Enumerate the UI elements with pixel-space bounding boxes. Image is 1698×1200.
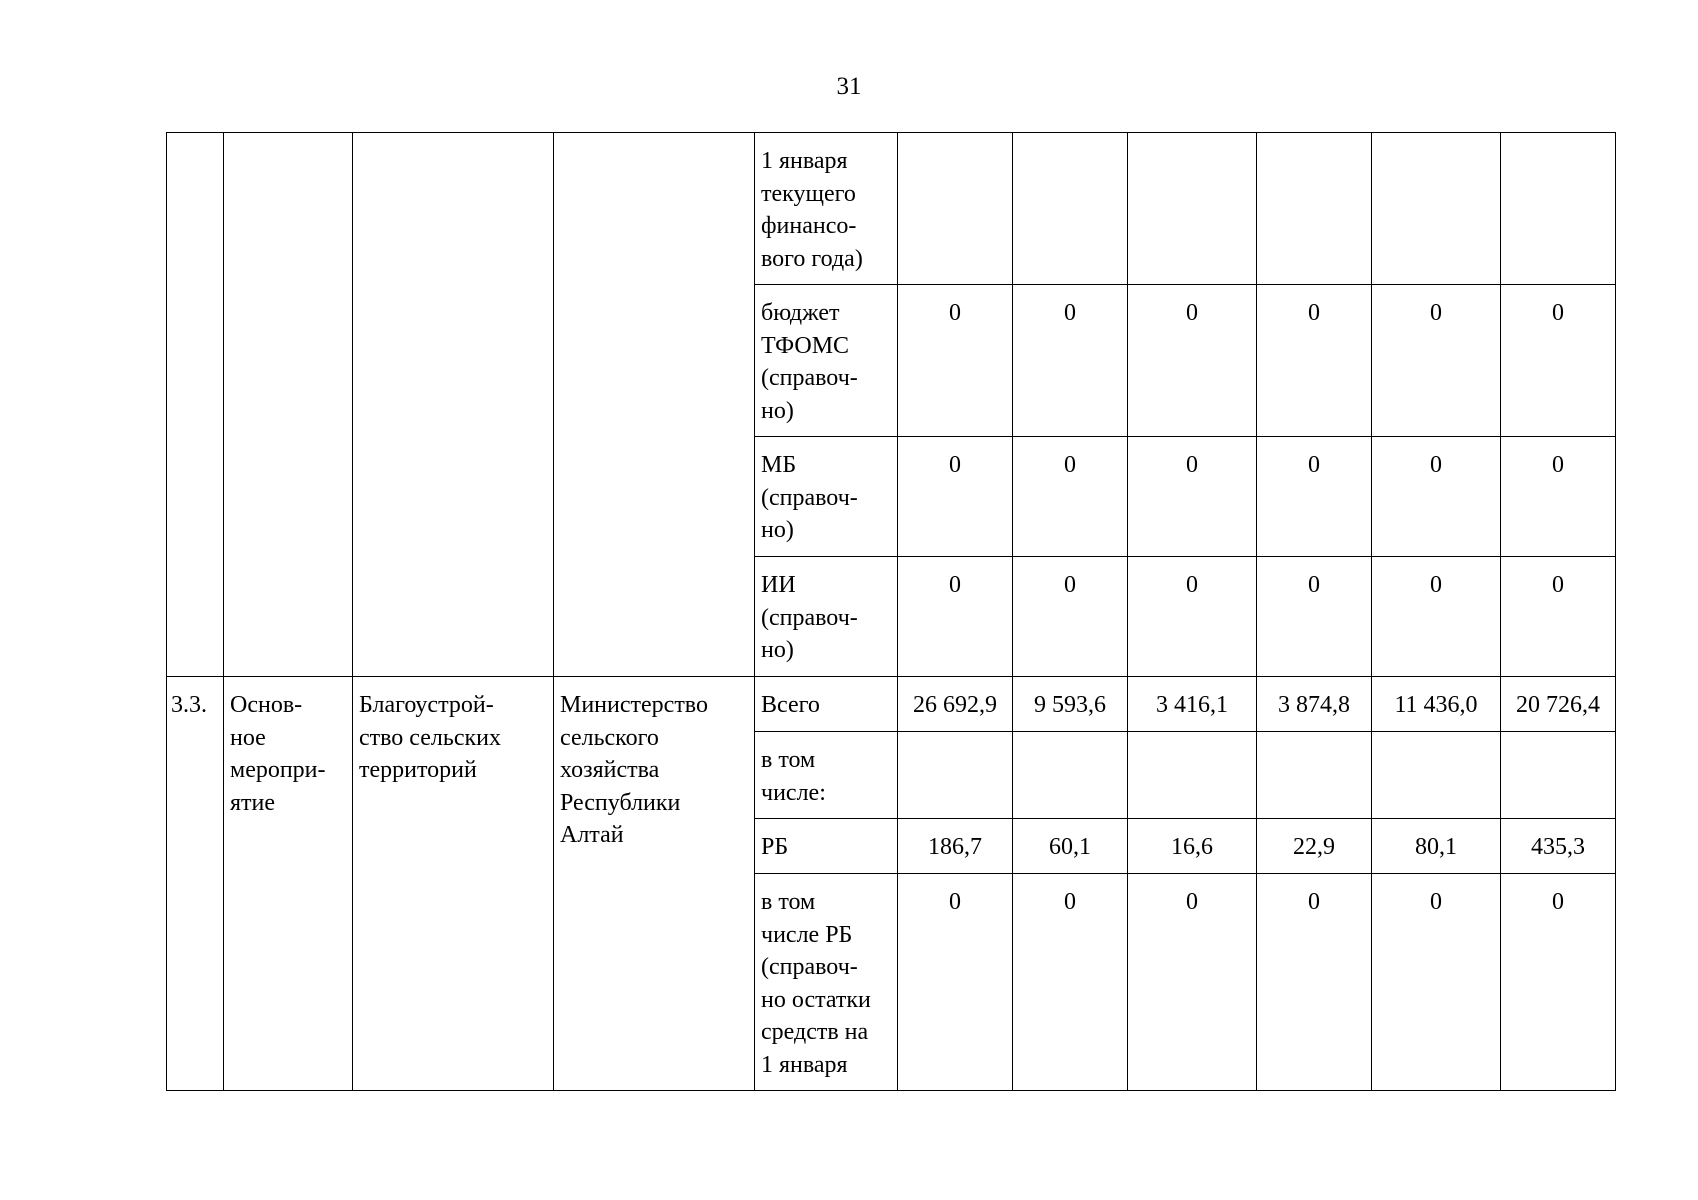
value-cell xyxy=(1372,732,1501,819)
name-line: территорий xyxy=(359,757,477,783)
item-executor-cell xyxy=(554,677,755,1091)
value-cell: 0 xyxy=(1013,285,1128,437)
executor-line: хозяйства xyxy=(560,757,660,783)
label-line: Всего xyxy=(761,692,820,718)
item-type-cell xyxy=(224,677,353,1091)
label-line: в том xyxy=(761,889,816,915)
source-label-cell xyxy=(755,874,898,1091)
label-line: 1 января xyxy=(761,1051,848,1078)
value-cell: 0 xyxy=(898,437,1013,557)
value-cell: 3 874,8 xyxy=(1257,677,1372,732)
label-line: МБ xyxy=(761,452,797,478)
source-label-cell xyxy=(755,285,898,437)
label-line: но) xyxy=(761,397,794,424)
label-line: (справоч- xyxy=(761,365,858,391)
label-line: вого года) xyxy=(761,245,863,272)
type-line: меропри- xyxy=(230,757,326,783)
value-cell xyxy=(1501,133,1616,285)
page-number: 31 xyxy=(836,73,862,100)
executor-line: Алтай xyxy=(560,822,624,848)
label-line: но остатки xyxy=(761,986,871,1013)
label-line: 1 января xyxy=(761,148,848,174)
value-cell: 0 xyxy=(1013,437,1128,557)
value-cell: 435,3 xyxy=(1501,819,1616,874)
label-line: (справоч- xyxy=(761,604,858,631)
value-cell: 0 xyxy=(898,557,1013,677)
value-cell xyxy=(1257,732,1372,819)
label-line: (справоч- xyxy=(761,954,858,980)
table-row xyxy=(167,133,1616,285)
value-cell: 0 xyxy=(1257,557,1372,677)
value-cell: 22,9 xyxy=(1257,819,1372,874)
value-cell: 0 xyxy=(1372,557,1501,677)
source-label-cell xyxy=(755,677,898,732)
label-line: средств на xyxy=(761,1019,869,1045)
name-cell-empty xyxy=(353,133,554,677)
label-line: числе РБ xyxy=(761,921,853,948)
value-cell: 0 xyxy=(898,285,1013,437)
label-line: числе: xyxy=(761,779,826,806)
executor-line: сельского xyxy=(560,724,659,751)
item-number-cell: 3.3. xyxy=(167,677,224,1091)
source-label-cell xyxy=(755,557,898,677)
label-line: но) xyxy=(761,637,794,663)
item-name-cell xyxy=(353,677,554,1091)
value-cell xyxy=(1372,133,1501,285)
label-line: ИИ xyxy=(761,572,796,598)
value-cell xyxy=(898,732,1013,819)
value-cell: 0 xyxy=(1128,285,1257,437)
value-cell: 0 xyxy=(1501,285,1616,437)
executor-line: Республики xyxy=(560,789,681,816)
value-cell: 186,7 xyxy=(898,819,1013,874)
source-label-cell xyxy=(755,732,898,819)
value-cell: 0 xyxy=(1372,874,1501,1091)
value-cell: 9 593,6 xyxy=(1013,677,1128,732)
value-cell: 16,6 xyxy=(1128,819,1257,874)
budget-table xyxy=(166,132,1616,1091)
number-cell-empty xyxy=(167,133,224,677)
table-row xyxy=(167,677,1616,732)
executor-line: Министерство xyxy=(560,692,708,718)
value-cell: 0 xyxy=(1501,557,1616,677)
value-cell xyxy=(1128,133,1257,285)
name-line: Благоустрой- xyxy=(359,692,494,718)
value-cell: 11 436,0 xyxy=(1372,677,1501,732)
label-line: финансо- xyxy=(761,213,857,239)
value-cell xyxy=(1501,732,1616,819)
value-cell: 3 416,1 xyxy=(1128,677,1257,732)
value-cell: 0 xyxy=(1501,437,1616,557)
value-cell xyxy=(1013,732,1128,819)
label-line: РБ xyxy=(761,834,789,860)
label-line: бюджет xyxy=(761,300,840,326)
source-label-cell xyxy=(755,819,898,874)
value-cell xyxy=(1257,133,1372,285)
executor-cell-empty xyxy=(554,133,755,677)
label-line: текущего xyxy=(761,180,856,207)
value-cell: 0 xyxy=(1257,874,1372,1091)
value-cell: 26 692,9 xyxy=(898,677,1013,732)
type-line: ное xyxy=(230,724,266,751)
value-cell: 0 xyxy=(1372,437,1501,557)
value-cell: 60,1 xyxy=(1013,819,1128,874)
type-cell-empty xyxy=(224,133,353,677)
label-line: в том xyxy=(761,747,816,773)
value-cell: 0 xyxy=(1128,874,1257,1091)
value-cell: 0 xyxy=(1128,437,1257,557)
value-cell: 0 xyxy=(898,874,1013,1091)
value-cell xyxy=(1128,732,1257,819)
name-line: ство сельских xyxy=(359,724,501,751)
value-cell: 80,1 xyxy=(1372,819,1501,874)
value-cell: 20 726,4 xyxy=(1501,677,1616,732)
source-label-cell xyxy=(755,133,898,285)
value-cell: 0 xyxy=(1013,557,1128,677)
value-cell xyxy=(1013,133,1128,285)
label-line: (справоч- xyxy=(761,484,858,511)
label-line: но) xyxy=(761,517,794,543)
value-cell: 0 xyxy=(1128,557,1257,677)
type-line: ятие xyxy=(230,789,276,816)
value-cell: 0 xyxy=(1013,874,1128,1091)
value-cell xyxy=(898,133,1013,285)
value-cell: 0 xyxy=(1257,285,1372,437)
source-label-cell xyxy=(755,437,898,557)
type-line: Основ- xyxy=(230,692,303,718)
label-line: ТФОМС xyxy=(761,332,850,359)
value-cell: 0 xyxy=(1257,437,1372,557)
value-cell: 0 xyxy=(1501,874,1616,1091)
value-cell: 0 xyxy=(1372,285,1501,437)
